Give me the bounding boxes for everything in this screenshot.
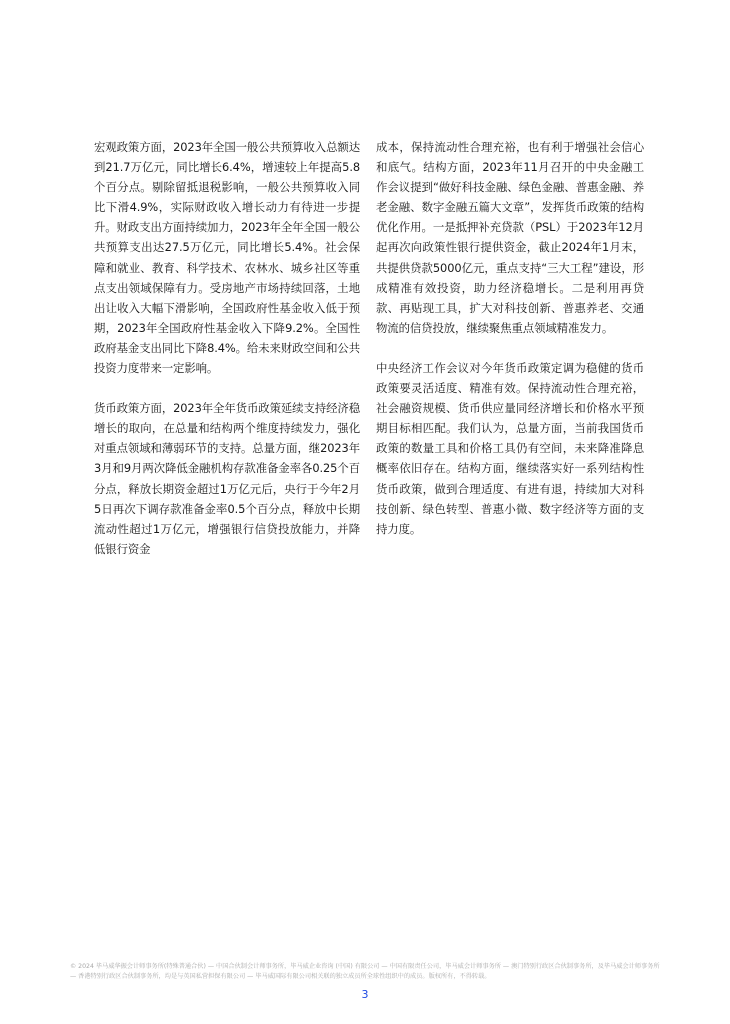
paragraph-monetary-policy: 货币政策方面，2023年全年货币政策延续支持经济稳增长的取向，在总量和结构两个维度持续发力，强化对重点领域和薄弱环节的支持。总量方面，继2023年3月和9月两次降低金融机构存款准备金率各0.25个百分点，释放长期资金超过1万亿元后，央行于今年2月5日再次下调存款准备金率0.5个百分点，释放中长期流动性超过1万亿元，增强银行信贷投放能力，并降低银行资金 [94,401,360,556]
right-column [376,137,644,559]
footer-legal-notice: © 2024 毕马威华振会计师事务所(特殊普通合伙) — 中国合伙制会计师事务所，毕马威企业咨询 (中国) 有限公司 — 中国有限责任公司，毕马威会计师事务所 — 澳门特别行政区合伙制事务所，及毕马威会计师事务所 — 香港特别行政区合伙制事务所，均是与英国私营担保有限公司 — 毕马威国际有限公司相关联的独立成员所全球性组织中的成员。版权所有，不得转载。 [70,963,660,980]
paragraph-economic-work-conference: 中央经济工作会议对今年货币政策定调为稳健的货币政策要灵活适度、精准有效。保持流动性合理充裕，社会融资规模、货币供应量同经济增长和价格水平预期目标相匹配。我们认为，总量方面，当前我国货币政策的数量工具和价格工具仍有空间，未来降准降息概率依旧存在。结构方面，继续落实好一系列结构性货币政策，做到合理适度、有进有退，持续加大对科技创新、绿色转型、普惠小微、数字经济等方面的支持力度。 [376,360,644,536]
page-number: 3 [361,988,369,1001]
left-column [94,137,360,579]
paragraph-fiscal-policy: 宏观政策方面，2023年全国一般公共预算收入总额达到21.7万亿元，同比增长6.4%，增速较上年提高5.8个百分点。剔除留抵退税影响，一般公共预算收入同比下滑4.9%，实际财政收入增长动力有待进一步提升。财政支出方面持续加力，2023年全年全国一般公共预算支出达27.5万亿元，同比增长5.4%。社会保障和就业、教育、科学技术、农林水、城乡社区等重点支出领域保障有力。受房地产市场持续回落，土地出让收入大幅下滑影响，全国政府性基金收入低于预期，2023年全国政府性基金收入下降9.2%。全国性政府基金支出同比下降8.4%。给未来财政空间和公共投资力度带来一定影响。 [94,140,360,376]
paragraph-structural-policy: 成本，保持流动性合理充裕，也有利于增强社会信心和底气。结构方面，2023年11月召开的中央金融工作会议提到“做好科技金融、绿色金融、普惠金融、养老金融、数字金融五篇大文章”，发挥货币政策的结构优化作用。一是抵押补充贷款（PSL）于2023年12月起再次向政策性银行提供资金，截止2024年1月末，共提供贷款5000亿元，重点支持“三大工程”建设，形成精准有效投资，助力经济稳增长。二是利用再贷款、再贴现工具，扩大对科技创新、普惠养老、交通物流的信贷投放，继续聚焦重点领域精准发力。 [376,140,644,335]
